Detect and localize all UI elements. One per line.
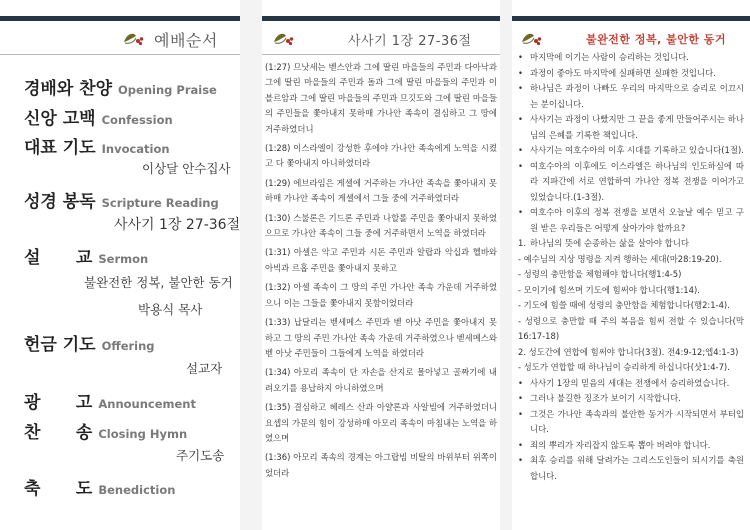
note-item — [518, 143, 744, 159]
order-label-ko: 설 교 — [24, 248, 93, 268]
verse: (1:31) 아셀은 악고 주민과 시돈 주민과 알랍과 악십과 헬바와 아빅과 르홉 주민을 쫓아내지 못하고 — [265, 247, 497, 273]
note-item — [518, 205, 744, 236]
order-item — [24, 388, 196, 413]
note-item — [518, 81, 744, 112]
bullet: • — [518, 114, 523, 124]
order-label-ko: 성경 봉독 — [24, 192, 96, 212]
note-item — [518, 391, 744, 407]
divider — [0, 54, 240, 55]
order-item — [24, 104, 173, 129]
note-text: 과정이 좋아도 마지막에 실패하면 실패한 것입니다. — [530, 67, 716, 78]
note-item — [518, 407, 744, 438]
panel-title: 사사기 1장 27-36절 — [348, 33, 472, 49]
panel-header — [272, 26, 294, 52]
order-detail: 불완전한 정복, 불안한 동거 — [84, 275, 233, 290]
order-detail: 이상달 안수집사 — [142, 161, 231, 176]
note-text: 사사기 1장의 믿음의 세대는 전쟁에서 승리하였습니다. — [530, 377, 730, 388]
note-item — [518, 267, 744, 283]
note-text: - 예수님의 지상 명령을 지켜 행하는 세대(마28:19-20). — [518, 253, 722, 264]
bullet: • — [518, 207, 523, 217]
panel-header — [122, 26, 218, 52]
header-bar — [512, 16, 750, 21]
note-item — [518, 236, 744, 252]
note-text: 그러나 불길한 징조가 보이기 시작합니다. — [530, 393, 681, 403]
note-text: - 모이기에 힘쓰며 기도에 힘써야 합니다(행1:14). — [518, 284, 700, 295]
verse: (1:36) 아모리 족속의 경계는 아그랍빔 비탈의 바위부터 위쪽이었더라 — [265, 452, 497, 478]
order-label-ko: 신앙 고백 — [24, 109, 96, 129]
order-label-en: Closing Hymn — [98, 427, 188, 441]
order-item — [24, 418, 187, 443]
verse: (1:29) 에브라임은 게셀에 거주하는 가나안 족속을 쫓아내지 못하매 가나안 족속이 게셀에서 그들 중에 거주하였더라 — [265, 177, 497, 204]
note-item — [518, 252, 744, 268]
bullet: • — [518, 67, 523, 78]
leaf-berry-icon — [520, 30, 542, 48]
divider — [262, 54, 500, 55]
order-item — [24, 243, 148, 268]
bullet: • — [518, 52, 523, 62]
bullet: • — [518, 439, 523, 450]
note-text: 하나님의 뜻에 순종하는 삶을 살아야 합니다 — [530, 238, 689, 248]
order-item — [24, 74, 217, 99]
bullet: • — [518, 377, 523, 388]
bullet: • — [518, 393, 523, 403]
order-label-en: Announcement — [98, 397, 196, 411]
note-text: 죄의 뿌리가 자리잡지 않도록 뽑아 버려야 합니다. — [530, 439, 711, 450]
note-item — [518, 159, 744, 206]
bullet: • — [518, 455, 523, 465]
note-text: - 기도에 힘쓸 때에 성령의 충만함을 체험합니다(행2:1-4). — [518, 300, 730, 310]
order-label-ko: 광 고 — [24, 393, 93, 413]
order-label-en: Confession — [101, 113, 173, 127]
panel-title-wrap — [586, 26, 726, 52]
note-item — [518, 438, 744, 454]
order-item — [24, 330, 155, 355]
verse: (1:30) 스불론은 기드론 주민과 나할롤 주민을 쫓아내지 못하였으므로 가나안 족속이 그들 중에 거주하면서 노역을 하였더라 — [265, 212, 497, 239]
bullet: • — [518, 83, 523, 93]
order-detail: 주기도송 — [176, 448, 225, 463]
note-text: 사사기는 여호수아의 이후 시대를 기록하고 있습니다(1절). — [530, 145, 744, 155]
note-text: 마지막에 이기는 사람이 승리하는 것입니다. — [530, 52, 689, 62]
verse: (1:32) 아셀 족속이 그 땅의 주민 가나안 족속 가운데 거주하였으니 이는 그들을 쫓아내지 못함이었더라 — [265, 282, 497, 308]
verse: (1:28) 이스라엘이 강성한 후에야 가나안 족속에게 노역을 시켰고 다 쫓아내지 아니하였더라 — [265, 143, 497, 169]
order-label-ko: 경배와 찬양 — [24, 79, 113, 99]
verse: (1:35) 결심하고 헤레스 산과 아얄론과 사알빔에 거주하였더니 요셉의 가문의 힘이 강성하매 아모리 족속이 마침내는 노역을 하였으며 — [265, 402, 497, 443]
order-label-en: Scripture Reading — [101, 196, 219, 210]
order-detail: 사사기 1장 27-36절 — [114, 217, 240, 233]
note-item — [518, 376, 744, 392]
bullet: • — [518, 408, 523, 419]
panel-order-of-worship — [0, 0, 240, 530]
verse: (1:27) 므낫세는 벧스안과 그에 딸린 마을들의 주민과 다아낙과 그에 딸린 마을들의 주민과 돌과 그에 딸린 마을들의 주민과 이블르암과 그에 딸린 마을들의 주민과 므깃도와 그에 딸린 마을들의 주민들을 쫓아내지 못하매 가나안 족속이 결심하고 그 땅에 거주하였더니 — [265, 62, 497, 134]
order-label-en: Offering — [101, 339, 155, 353]
order-label-ko: 대표 기도 — [24, 138, 96, 158]
verse: (1:34) 아모리 족속이 단 자손을 산지로 몰아넣고 골짜기에 내려오기를 용납하지 아니하였으며 — [265, 367, 497, 393]
note-text: 사사기는 과정이 나빴지만 그 끝을 좋게 만들어주시는 하나님의 은혜를 기록한 책입니다. — [530, 114, 744, 140]
panel-header — [520, 26, 542, 52]
header-bar — [0, 16, 240, 21]
note-item — [518, 453, 744, 484]
note-text: - 성령으로 충만할 때 주의 복음을 힘써 전할 수 있습니다(막16:17-18) — [518, 315, 744, 341]
verse-list — [265, 60, 497, 485]
order-label-ko: 찬 송 — [24, 423, 93, 443]
order-label-ko: 축 도 — [24, 479, 93, 499]
note-text: 그것은 가나안 족속과의 불안한 동거가 시작되면서 부터입니다. — [530, 408, 744, 434]
leaf-berry-icon — [272, 30, 294, 48]
order-label-en: Benediction — [98, 483, 176, 497]
note-item — [518, 283, 744, 299]
note-text: - 성령의 충만함을 체험해야 합니다(행1:4-5) — [518, 269, 682, 279]
verse: (1:33) 납달리는 벧세메스 주민과 벧 아낫 주민을 쫓아내지 못하고 그 땅의 주민 가나안 족속 가운데 거주하였으나 벧세메스와 벧 아낫 주민들이 그들에게 노역을 하였더라 — [265, 317, 497, 358]
note-text: 2. 성도간에 연합에 힘써야 합니다(3절). 전4:9-12;엡4:1-3) — [518, 346, 739, 357]
panel-sermon-notes — [512, 0, 750, 530]
order-label-en: Opening Praise — [118, 83, 217, 97]
note-text: 여호수아 이후의 정복 전쟁을 보면서 오늘날 예수 믿고 구원 받은 우리들은 어떻게 살아가야 할까요? — [530, 207, 744, 233]
order-label-en: Sermon — [98, 252, 149, 266]
note-item — [518, 298, 744, 314]
order-item — [24, 133, 170, 158]
panel-title: 불완전한 정복, 불안한 동거 — [586, 33, 727, 46]
note-text: 하나님은 과정이 나빠도 우리의 마지막으로 승리로 이끄시는 분이십니다. — [530, 83, 744, 109]
note-item — [518, 314, 744, 345]
leaf-berry-icon — [122, 30, 144, 48]
note-text: - 성도가 연합할 때 하나님이 승리하게 하십니다(삿1:4-7). — [518, 362, 730, 372]
order-detail: 박용식 목사 — [138, 302, 203, 317]
note-item — [518, 50, 744, 66]
panel-scripture — [262, 0, 500, 530]
order-label-en: Invocation — [101, 142, 170, 156]
bullet: • — [518, 160, 523, 171]
order-label-ko: 헌금 기도 — [24, 335, 96, 355]
note-text: 최후 승리를 위해 달려가는 그리스도인들이 되시기를 축원합니다. — [530, 455, 744, 481]
note-item — [518, 360, 744, 376]
order-item — [24, 474, 175, 499]
panel-title: 예배순서 — [154, 30, 218, 50]
order-item — [24, 187, 219, 212]
panel-title-wrap — [348, 26, 472, 52]
bullet: 1. — [518, 238, 526, 248]
note-item — [518, 112, 744, 143]
sermon-notes — [518, 50, 744, 484]
note-item — [518, 345, 744, 361]
note-text: 여호수아의 이후에도 이스라엘은 하나님의 인도하심에 따라 지파간에 서로 연합하여 가나안 정복 전쟁을 이어가고 있었습니다.(1-3절). — [530, 160, 744, 202]
note-item — [518, 66, 744, 82]
header-bar — [262, 16, 500, 21]
bullet: • — [518, 145, 523, 155]
order-detail: 설교자 — [186, 361, 223, 376]
